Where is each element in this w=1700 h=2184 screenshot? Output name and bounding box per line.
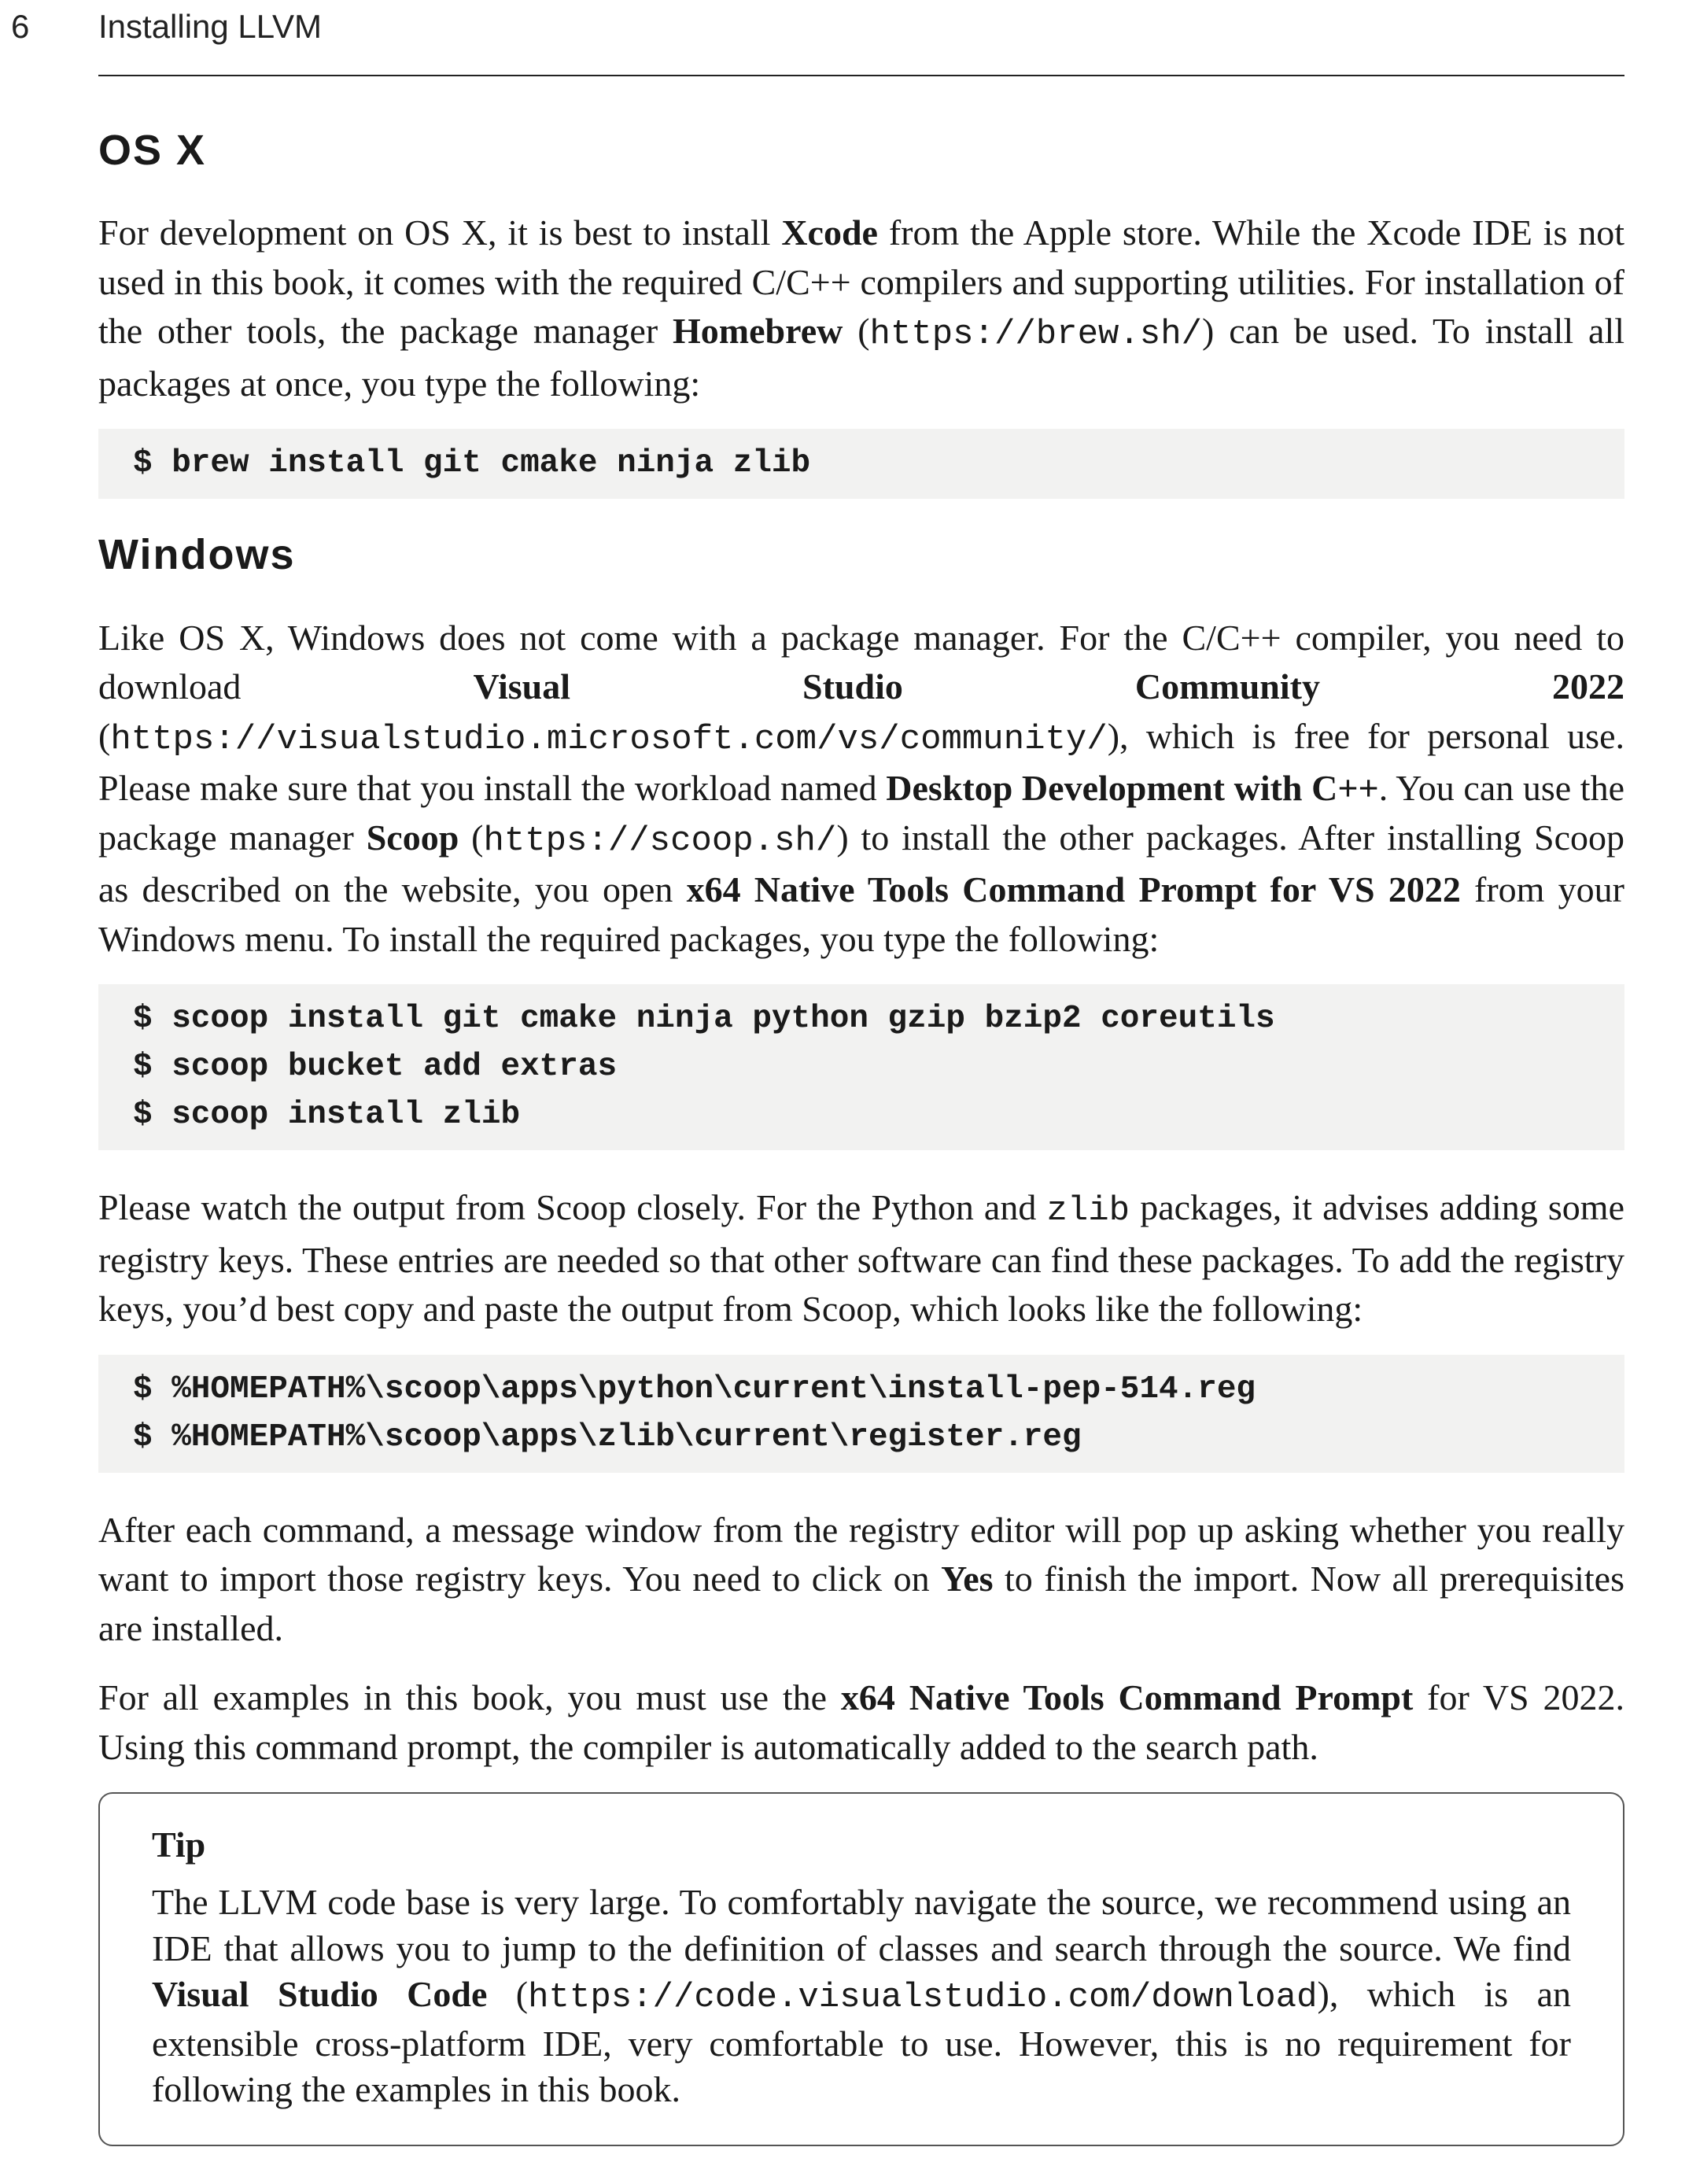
command-prompt-term: x64 Native Tools Command Prompt: [840, 1677, 1414, 1718]
windows-paragraph-2: Please watch the output from Scoop closely. For the Python and zlib packages, it advises adding some registry keys. These entries are needed so that other software can find these packages. To add the registry keys, you’d best copy and paste the output from Scoop, which looks like the following:: [98, 1187, 1625, 1330]
windows-paragraph-3: After each command, a message window from the registry editor will pop up asking whether you really want to import those registry keys. You need to click on Yes to finish the import. Now all prerequisites are installed.: [98, 1509, 1624, 1648]
windows-paragraph-4: For all examples in this book, you must use the x64 Native Tools Command Prompt for VS 2022. Using this command prompt, the compiler is automatically added to the search path.: [98, 1677, 1624, 1767]
page-content: [98, 110, 1624, 2146]
native-tools-term: x64 Native Tools Command Prompt for VS 2022: [686, 869, 1461, 910]
zlib-inline-code: zlib: [1046, 1191, 1130, 1231]
tip-title: Tip: [152, 1824, 206, 1865]
brew-code-block: $ brew install git cmake ninja zlib: [98, 429, 1624, 499]
running-header: Installing LLVM: [98, 8, 323, 45]
vscode-url[interactable]: https://code.visualstudio.com/download: [528, 1978, 1318, 2018]
tip-box: [98, 1792, 1624, 2146]
page-number: 6: [11, 8, 30, 45]
vscode-term: Visual Studio Code: [152, 1974, 488, 2015]
windows-paragraph-1: Like OS X, Windows does not come with a package manager. For the C/C++ compiler, you need to download Visual Studio Community 2022 (https://visualstudio.microsoft.com/vs/community/), which is free for personal use. Please make sure that you install the workload named Desktop Development with C++. You can use the package manager Scoop (https://scoop.sh/) to install the other packages. After installing Scoop as described on the website, you open x64 Native Tools Command Prompt for VS 2022 from your Windows menu. To install the required packages, you type the following:: [98, 617, 1625, 959]
tip-text: The LLVM code base is very large. To comfortably navigate the source, we recommend using an IDE that allows you to jump to the definition of classes and search through the source. We find Visual Studio Code (https://code.visualstudio.com/download), which is an extensible cross-platform IDE, very comfortable to use. However, this is no requirement for following the examples in this book.: [152, 1882, 1571, 2110]
homebrew-url[interactable]: https://brew.sh/: [869, 315, 1203, 355]
scoop-term: Scoop: [366, 817, 459, 858]
scoop-code-block: $ scoop install git cmake ninja python gzip bzip2 coreutils $ scoop bucket add extras $ scoop install zlib: [98, 984, 1624, 1150]
xcode-term: Xcode: [781, 212, 878, 253]
visual-studio-url[interactable]: https://visualstudio.microsoft.com/vs/community/: [110, 719, 1108, 759]
section-heading-osx: OS X: [98, 127, 207, 174]
visual-studio-term: Visual Studio Community 2022: [473, 666, 1624, 707]
scoop-url[interactable]: https://scoop.sh/: [483, 821, 837, 861]
homebrew-term: Homebrew: [673, 311, 843, 352]
osx-paragraph: For development on OS X, it is best to install Xcode from the Apple store. While the Xcode IDE is not used in this book, it comes with the required C/C++ compilers and supporting utilities. For installation of the other tools, the package manager Homebrew (https://brew.sh/) can be used. To install all packages at once, you type the following:: [98, 212, 1625, 404]
yes-term: Yes: [941, 1559, 994, 1599]
header-rule: [98, 75, 1624, 76]
section-heading-windows: Windows: [98, 531, 296, 579]
registry-code-block: $ %HOMEPATH%\scoop\apps\python\current\install-pep-514.reg $ %HOMEPATH%\scoop\apps\zlib\current\register.reg: [98, 1355, 1624, 1473]
workload-term: Desktop Development with C++: [886, 768, 1379, 809]
